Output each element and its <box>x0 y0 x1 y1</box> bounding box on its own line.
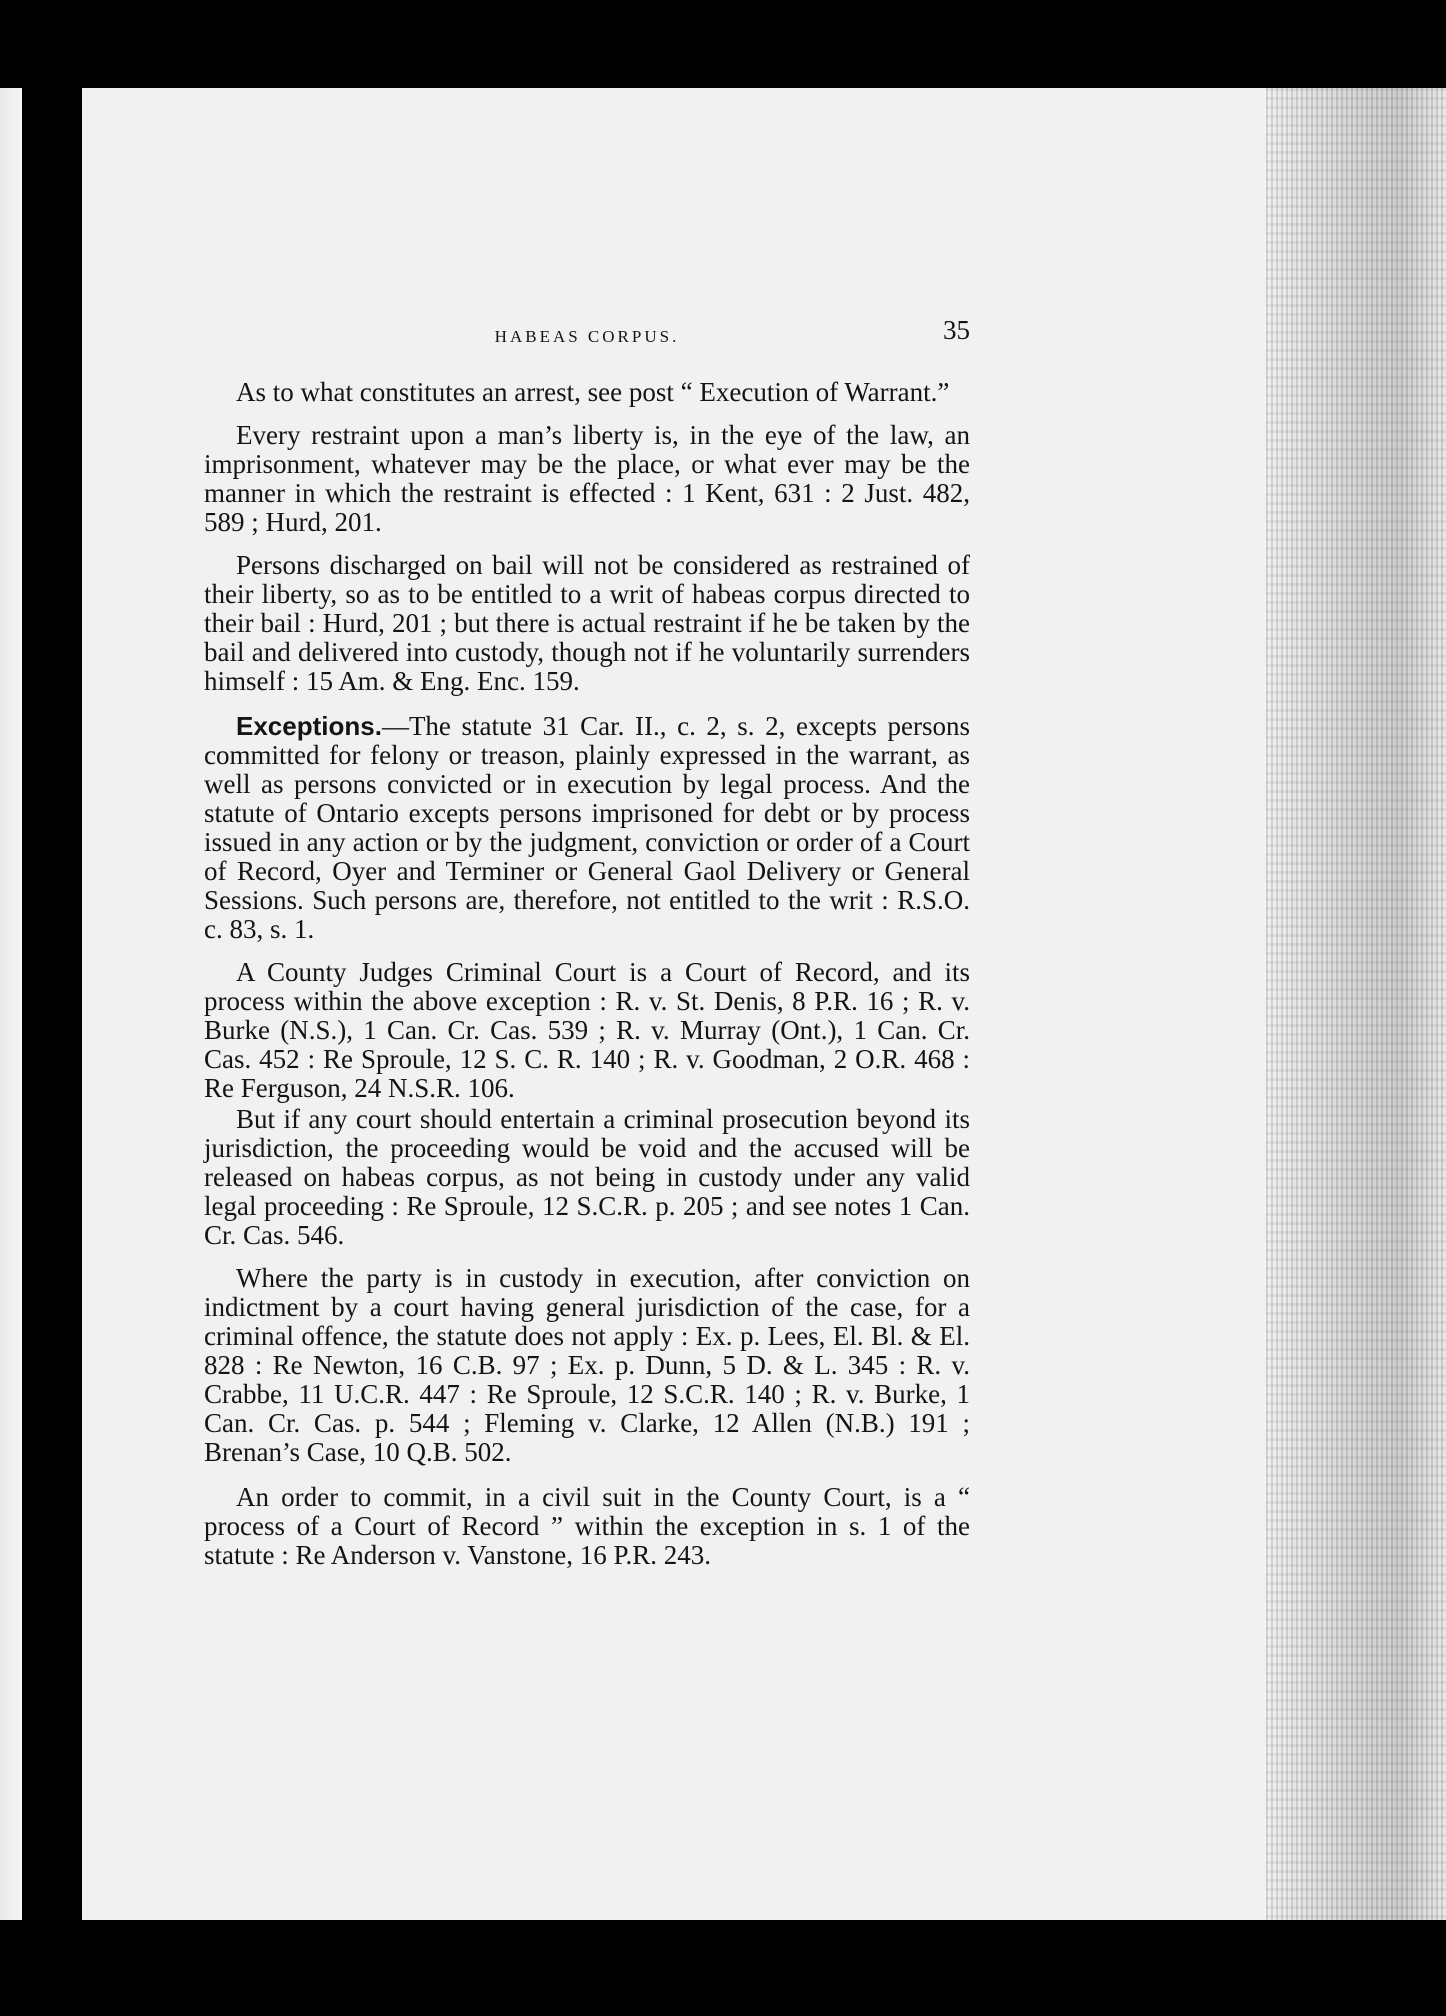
running-title: HABEAS CORPUS. <box>494 327 680 346</box>
book-page <box>82 88 1446 1920</box>
paragraph-bail: Persons discharged on bail will not be considered as restrained of their liberty, so as to be entitled to a writ of habeas corpus directed to their bail : Hurd, 201 ; but there is actual restraint if he be taken by the bail and delivered into custody, though not if he voluntarily surrenders himself : 15 Am. & Eng. Enc. 159. <box>204 550 970 696</box>
paragraph-arrest: As to what constitutes an arrest, see post “ Execution of Warrant.” <box>236 377 950 407</box>
paragraph-exceptions-text: —The statute 31 Car. II., c. 2, s. 2, excepts persons committed for felony or treason, plainly expressed in the warrant, as well as persons convicted or in execution by legal process. And the statute of Ontario excepts persons imprisoned for debt or by process issued in any action or by the judgment, conviction or order of a Court of Record, Oyer and Terminer or General Gaol Delivery or General Sessions. Such persons are, therefore, not entitled to the writ : R.S.O. c. 83, s. 1. <box>204 711 970 944</box>
paragraph-exceptions <box>204 712 970 944</box>
paragraph-county-court: A County Judges Criminal Court is a Court of Record, and its process within the above exception : R. v. St. Denis, 8 P.R. 16 ; R. v. Burke (N.S.), 1 Can. Cr. Cas. 539 ; R. v. Murray (Ont.), 1 Can. Cr. Cas. 452 : Re Sproule, 12 S. C. R. 140 ; R. v. Goodman, 2 O.R. 468 : Re Ferguson, 24 N.S.R. 106. <box>204 957 970 1103</box>
paragraph-jurisdiction: But if any court should entertain a criminal prosecution beyond its jurisdiction, the proceeding would be void and the accused will be released on habeas corpus, as not being in custody under any valid legal proceeding : Re Sproule, 12 S.C.R. p. 205 ; and see notes 1 Can. Cr. Cas. 546. <box>204 1104 970 1250</box>
facing-page-edge <box>0 88 22 1920</box>
page-number: 35 <box>943 315 970 345</box>
paragraph-restraint: Every restraint upon a man’s liberty is, in the eye of the law, an imprisonment, whatever may be the place, or what ever may be the manner in which the restraint is effected : 1 Kent, 631 : 2 Just. 482, 589 ; Hurd, 201. <box>204 420 970 537</box>
running-head <box>204 316 970 356</box>
section-heading-exceptions: Exceptions. <box>236 711 382 741</box>
page-stack-edges <box>1266 88 1446 1920</box>
text-column <box>204 316 970 1584</box>
paragraph-order-to-commit: An order to commit, in a civil suit in the County Court, is a “ process of a Court of Record ” within the exception in s. 1 of the statute : Re Anderson v. Vanstone, 16 P.R. 243. <box>204 1482 970 1570</box>
paragraph-execution: Where the party is in custody in execution, after conviction on indictment by a court having general jurisdiction of the case, for a criminal offence, the statute does not apply : Ex. p. Lees, El. Bl. & El. 828 : Re Newton, 16 C.B. 97 ; Ex. p. Dunn, 5 D. & L. 345 : R. v. Crabbe, 11 U.C.R. 447 : Re Sproule, 12 S.C.R. 140 ; R. v. Burke, 1 Can. Cr. Cas. p. 544 ; Fleming v. Clarke, 12 Allen (N.B.) 191 ; Brenan’s Case, 10 Q.B. 502. <box>204 1263 970 1467</box>
